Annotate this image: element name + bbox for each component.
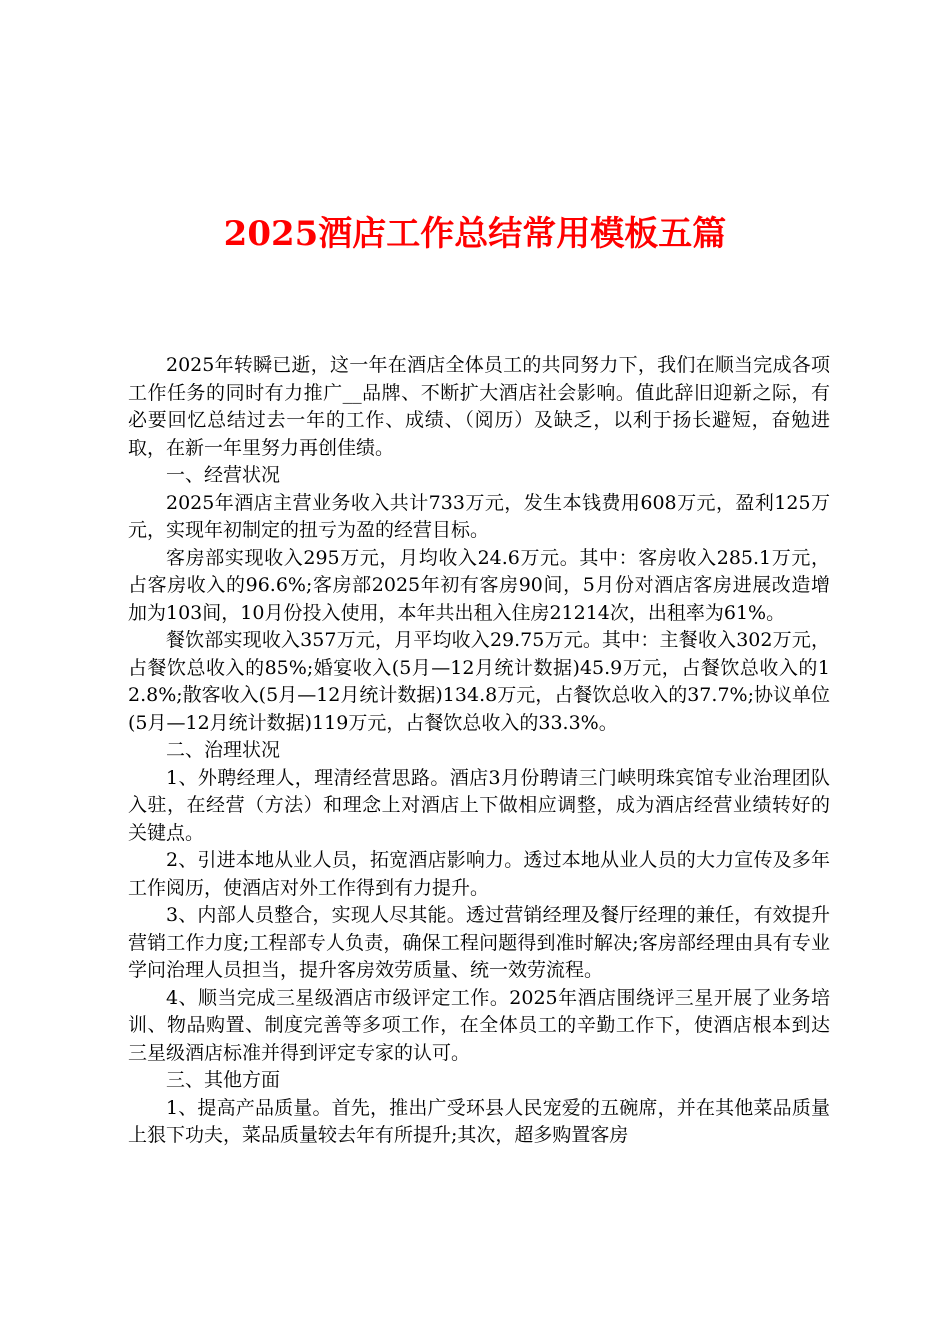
- paragraph-intro: 2025年转瞬已逝，这一年在酒店全体员工的共同努力下，我们在顺当完成各项工作任务的同时有力推广__品牌、不断扩大酒店社会影响。值此辞旧迎新之际，有必要回忆总结过去一年的工作、成绩、（阅历）及缺乏，以利于扬长避短，奋勉进取，在新一年里努力再创佳绩。: [128, 354, 830, 459]
- paragraph-management-4: 4、顺当完成三星级酒店市级评定工作。2025年酒店围绕评三星开展了业务培训、物品购置、制度完善等多项工作，在全体员工的辛勤工作下，使酒店根本到达三星级酒店标准并得到评定专家的认可。: [128, 986, 830, 1064]
- paragraph-management-3: 3、内部人员整合，实现人尽其能。透过营销经理及餐厅经理的兼任，有效提升营销工作力度;工程部专人负责，确保工程问题得到准时解决;客房部经理由具有专业学问治理人员担当，提升客房效劳质量、统一效劳流程。: [128, 904, 830, 981]
- document-title: 2025酒店工作总结常用模板五篇: [223, 214, 727, 254]
- document-body: [128, 352, 830, 1150]
- section-heading-operations: 一、经营状况: [166, 464, 281, 486]
- paragraph-catering-department: 餐饮部实现收入357万元，月平均收入29.75万元。其中：主餐收入302万元，占餐饮总收入的85%;婚宴收入(5月—12月统计数据)45.9万元，占餐饮总收入的12.8%;散客收入(5月—12月统计数据)134.8万元，占餐饮总收入的37.7%;协议单位(5月—12月统计数据)119万元，占餐饮总收入的33.3%。: [128, 629, 830, 734]
- paragraph-rooms-department: 客房部实现收入295万元，月均收入24.6万元。其中：客房收入285.1万元，占客房收入的96.6%;客房部2025年初有客房90间，5月份对酒店客房进展改造增加为103间，10月份投入使用，本年共出租入住房21214次，出租率为61%。: [128, 546, 830, 624]
- section-heading-other: 三、其他方面: [166, 1069, 281, 1091]
- paragraph-management-1: 1、外聘经理人，理清经营思路。酒店3月份聘请三门峡明珠宾馆专业治理团队入驻，在经营（方法）和理念上对酒店上下做相应调整，成为酒店经营业绩转好的关键点。: [128, 766, 830, 844]
- paragraph-other-1: 1、提高产品质量。首先，推出广受环县人民宠爱的五碗席，并在其他菜品质量上狠下功夫，菜品质量较去年有所提升;其次，超多购置客房: [128, 1096, 830, 1146]
- paragraph-revenue-summary: 2025年酒店主营业务收入共计733万元，发生本钱费用608万元，盈利125万元，实现年初制定的扭亏为盈的经营目标。: [128, 491, 830, 541]
- section-heading-management: 二、治理状况: [166, 739, 281, 761]
- paragraph-management-2: 2、引进本地从业人员，拓宽酒店影响力。透过本地从业人员的大力宣传及多年工作阅历，使酒店对外工作得到有力提升。: [128, 849, 830, 899]
